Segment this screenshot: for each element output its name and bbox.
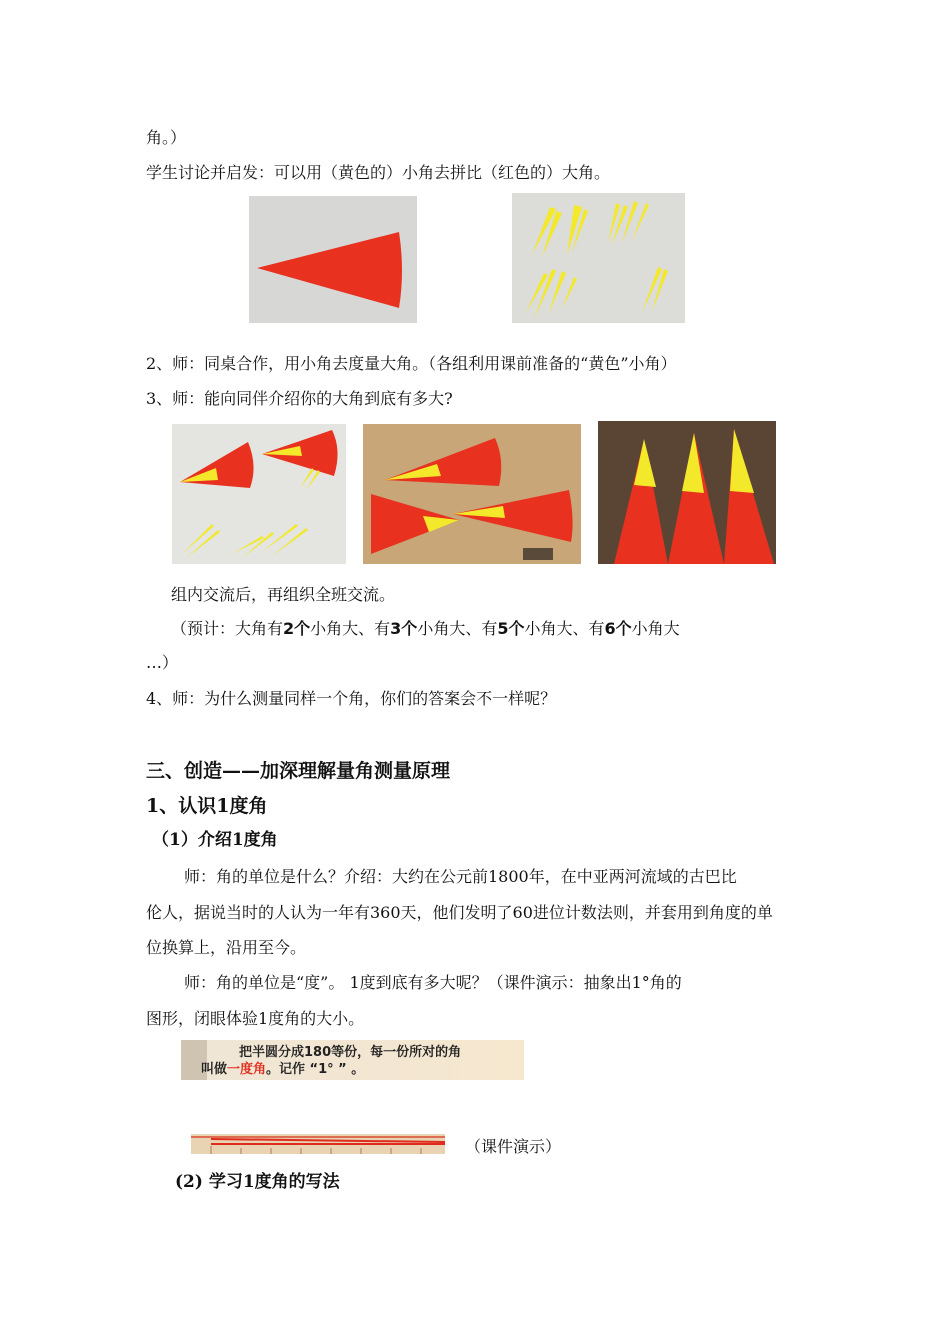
slide-screenshot (181, 1040, 524, 1080)
text-line: 3、师：能向同伴介绍你的大角到底有多大? (146, 389, 453, 408)
photo-measure-1 (172, 424, 346, 564)
text-line: 2、师：同桌合作，用小角去度量大角。（各组利用课前准备的“黄色”小角） (146, 354, 677, 373)
caption: （课件演示） (465, 1137, 562, 1156)
photo-measure-3 (598, 421, 776, 564)
text-line: 图形，闭眼体验1度角的大小。 (146, 1009, 365, 1028)
section-heading: 三、创造——加深理解量角测量原理 (146, 760, 451, 782)
text-line-forecast: （预计：大角有2个小角大、有3个小角大、有5个小角大、有6个小角大 (171, 619, 680, 638)
courseware-strip (191, 1134, 445, 1154)
slide-line-2: 叫做一度角。记作 “1° ” 。 (201, 1062, 365, 1077)
subsection-heading: （1）介绍1度角 (152, 830, 278, 850)
text-line: 位换算上，沿用至今。 (146, 938, 307, 957)
subsection-heading: (2) 学习1度角的写法 (175, 1172, 340, 1192)
text-line: 角。） (146, 128, 187, 147)
text-line: 师：角的单位是什么？介绍：大约在公元前1800年，在中亚两河流域的古巴比 (184, 867, 737, 886)
slide-line-1: 把半圆分成180等份，每一份所对的角 (239, 1045, 462, 1060)
text-line: 师：角的单位是“度”。 1度到底有多大呢？（课件演示：抽象出1°角的 (184, 973, 682, 992)
photo-measure-2 (363, 424, 581, 564)
text-line: 伦人，据说当时的人认为一年有360天，他们发明了60进位计数法则，并套用到角度的单 (146, 903, 773, 922)
text-line: 组内交流后，再组织全班交流。 (171, 585, 396, 604)
photo-red-angle (249, 196, 417, 323)
text-line: 4、师：为什么测量同样一个角，你们的答案会不一样呢？ (146, 689, 557, 708)
text-line: 学生讨论并启发：可以用（黄色的）小角去拼比（红色的）大角。 (146, 163, 611, 182)
text-line: …） (146, 653, 179, 672)
photo-yellow-angles (512, 193, 685, 323)
subsection-heading: 1、认识1度角 (146, 795, 268, 817)
